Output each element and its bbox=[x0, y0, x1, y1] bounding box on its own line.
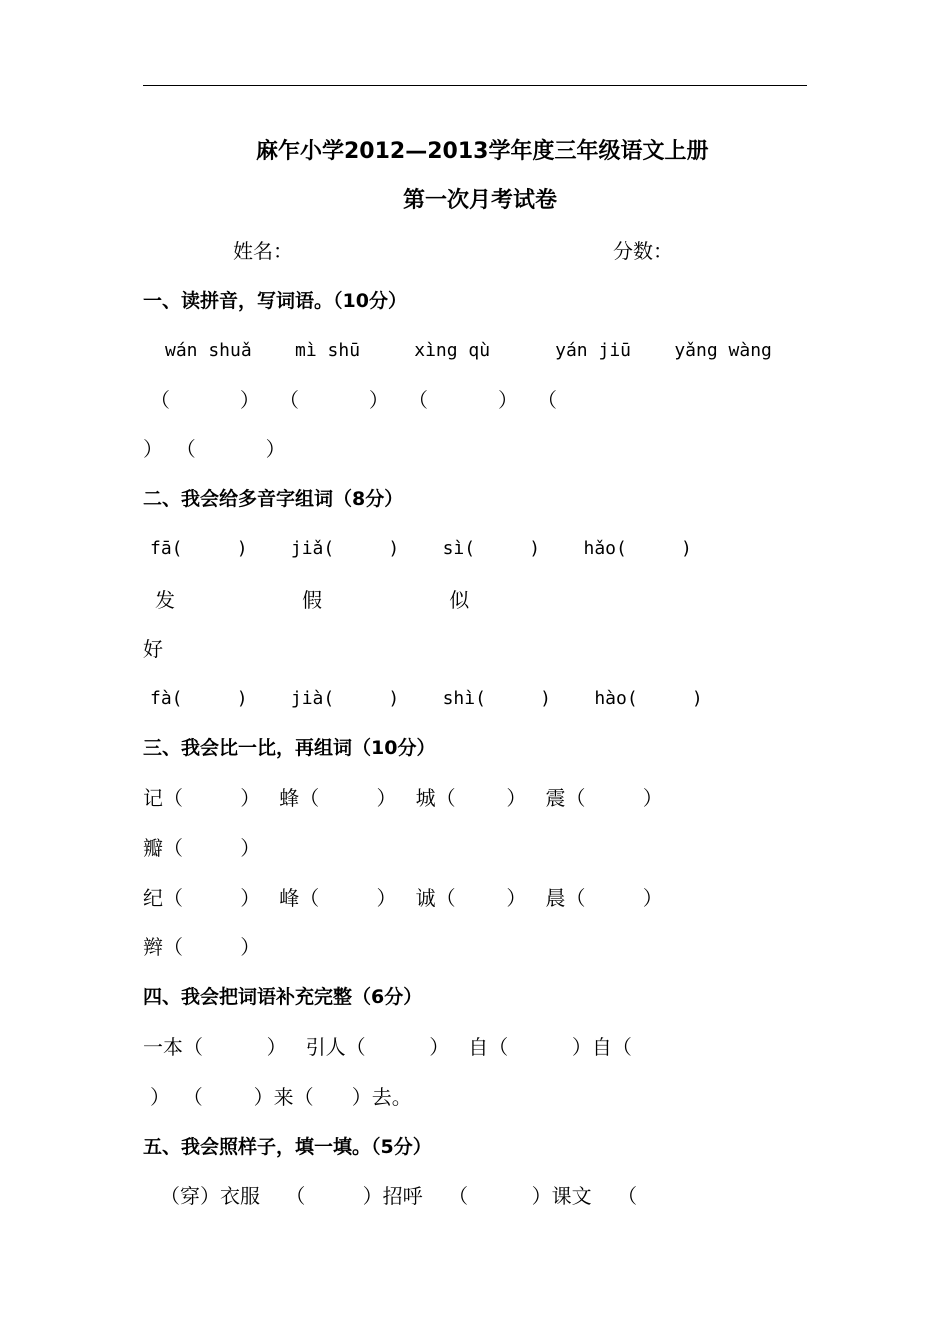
section-1-blanks-b: ） （ ） bbox=[143, 437, 286, 461]
page-title: 麻乍小学2012—2013学年度三年级语文上册 bbox=[256, 139, 709, 164]
score-label: 分数： bbox=[613, 239, 673, 263]
name-label: 姓名： bbox=[233, 239, 293, 263]
section-3-row-2: 瓣（ ） bbox=[143, 836, 261, 860]
section-1-heading: 一、读拼音，写词语。（10分） bbox=[143, 290, 407, 312]
section-5-heading: 五、我会照样子，填一填。（5分） bbox=[143, 1136, 432, 1158]
section-2-pinyin-b: fà( ) jià( ) shì( ) hào( ) bbox=[150, 688, 703, 709]
section-2-char-hao: 好 bbox=[143, 637, 163, 661]
section-4-row-1: 一本（ ） 引人（ ） 自（ ）自（ bbox=[143, 1035, 632, 1059]
section-3-row-3: 纪（ ） 峰（ ） 诚（ ） 晨（ ） bbox=[143, 886, 663, 910]
section-4-heading: 四、我会把词语补充完整（6分） bbox=[143, 986, 423, 1008]
section-3-row-4: 辫（ ） bbox=[143, 935, 261, 959]
section-3-row-1: 记（ ） 蜂（ ） 城（ ） 震（ ） bbox=[143, 786, 663, 810]
section-2-heading: 二、我会给多音字组词（8分） bbox=[143, 488, 404, 510]
section-4-row-2: ） （ ）来（ ）去。 bbox=[150, 1085, 412, 1109]
header-rule bbox=[143, 85, 807, 86]
section-1-blanks-a: （ ） （ ） （ ） （ bbox=[150, 388, 558, 412]
section-3-heading: 三、我会比一比，再组词（10分） bbox=[143, 737, 436, 759]
section-5-row-1: （穿）衣服 （ ）招呼 （ ）课文 （ bbox=[160, 1184, 638, 1208]
section-1-pinyin: wán shuǎ mì shū xìng qù yán jiū yǎng wàng bbox=[165, 340, 772, 361]
section-2-chars: 发 假 似 bbox=[155, 588, 470, 612]
section-2-pinyin-a: fā( ) jiǎ( ) sì( ) hǎo( ) bbox=[150, 538, 692, 559]
page-subtitle: 第一次月考试卷 bbox=[403, 188, 558, 213]
